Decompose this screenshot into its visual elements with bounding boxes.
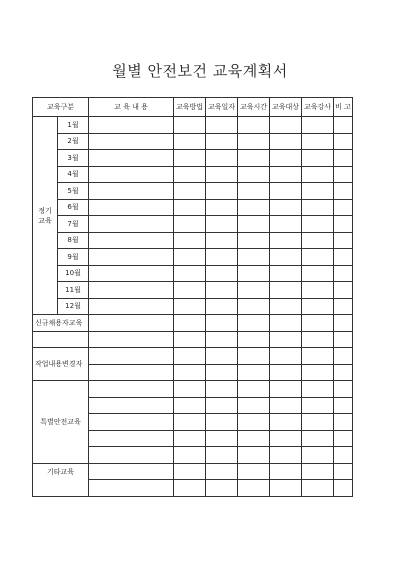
special-safety-label: 특별안전교육 xyxy=(33,381,89,464)
month-cell: 6월 xyxy=(58,199,89,216)
month-cell: 1월 xyxy=(58,117,89,134)
month-cell: 10월 xyxy=(58,265,89,282)
month-cell: 5월 xyxy=(58,183,89,200)
table-row xyxy=(33,183,353,200)
table-row xyxy=(33,232,353,249)
table-row xyxy=(33,199,353,216)
table-row xyxy=(33,331,353,348)
month-cell: 9월 xyxy=(58,249,89,266)
header-instructor: 교육강사 xyxy=(302,98,334,117)
table-row xyxy=(33,282,353,299)
regular-label-line2: 교육 xyxy=(38,216,52,225)
table-row xyxy=(33,166,353,183)
table-body xyxy=(33,117,353,497)
header-time: 교육시간 xyxy=(238,98,270,117)
table-row xyxy=(33,150,353,167)
regular-label-line1: 정기 xyxy=(38,206,52,215)
job-change-label: 작업내용변경자 xyxy=(33,348,89,381)
month-cell: 11월 xyxy=(58,282,89,299)
month-cell: 7월 xyxy=(58,216,89,233)
header-target: 교육대상 xyxy=(270,98,302,117)
header-remarks: 비 고 xyxy=(334,98,353,117)
header-row xyxy=(33,98,353,117)
table-row xyxy=(33,133,353,150)
table-row xyxy=(33,298,353,315)
month-cell: 2월 xyxy=(58,133,89,150)
new-hire-label-ext xyxy=(33,331,89,348)
header-method: 교육방법 xyxy=(174,98,206,117)
table-row xyxy=(33,381,353,398)
document-title: 월별 안전보건 교육계획서 xyxy=(112,62,288,80)
month-cell: 3월 xyxy=(58,150,89,167)
other-education-label: 기타교육 xyxy=(33,463,89,496)
regular-education-label xyxy=(33,117,58,315)
table-row xyxy=(33,117,353,134)
table-row xyxy=(33,348,353,365)
header-content: 교 육 내 용 xyxy=(89,98,174,117)
month-cell: 12월 xyxy=(58,298,89,315)
month-cell: 4월 xyxy=(58,166,89,183)
header-date: 교육일자 xyxy=(206,98,238,117)
table-row xyxy=(33,265,353,282)
table-row xyxy=(33,315,353,332)
month-cell: 8월 xyxy=(58,232,89,249)
table-row xyxy=(33,249,353,266)
education-plan-table xyxy=(32,97,353,497)
table-row xyxy=(33,463,353,480)
table-row xyxy=(33,216,353,233)
header-category: 교육구분 xyxy=(33,98,89,117)
new-hire-label: 신규채용자교육 xyxy=(33,315,89,332)
